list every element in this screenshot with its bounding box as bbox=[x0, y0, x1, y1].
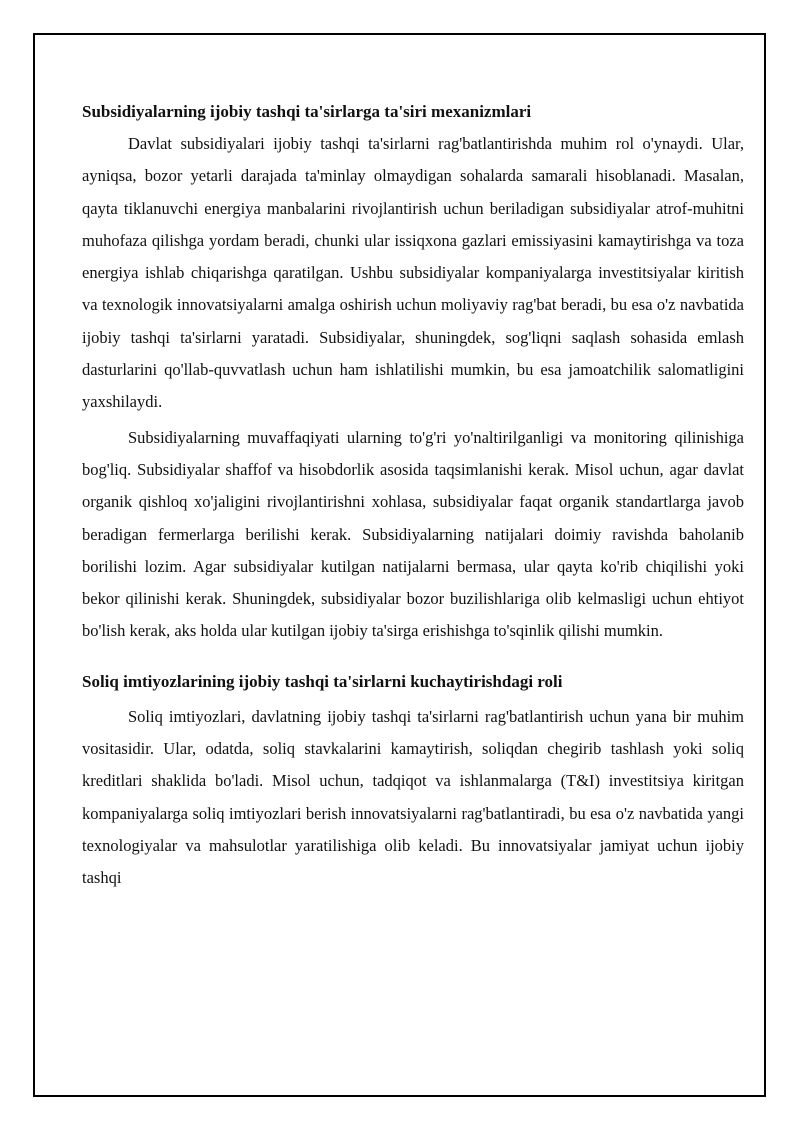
paragraph-tax-incentives: Soliq imtiyozlari, davlatning ijobiy tashqi ta'sirlarni rag'batlantirish uchun yana bir muhim vositasidir. Ular, odatda, soliq stavkalarini kamaytirish, soliqdan chegirib tashlash yoki soliq kreditlari shaklida bo'ladi. Misol uchun, tadqiqot va ishlanmalarga (T&I) investitsiya kiritgan kompaniyalarga soliq imtiyozlari berish innovatsiyalarni rag'batlantiradi, bu esa o'z navbatida yangi texnologiyalar va mahsulotlar yaratilishiga olib keladi. Bu innovatsiyalar jamiyat uchun ijobiy tashqi bbox=[82, 706, 744, 888]
paragraph-subsidies-role: Davlat subsidiyalari ijobiy tashqi ta'sirlarni rag'batlantirishda muhim rol o'ynaydi. Ular, ayniqsa, bozor yetarli darajada ta'minlay olmaydigan sohalarda samarali hisoblanadi. Masalan, qayta tiklanuvchi energiya manbalarini rivojlantirish uchun beriladigan subsidiyalar atrof-muhitni muhofaza qilishga yordam beradi, chunki ular issiqxona gazlari emissiyasini kamaytirishga va toza energiya ishlab chiqarishga qaratilgan. Ushbu subsidiyalar kompaniyalarga investitsiyalar kiritish va texnologik innovatsiyalarni amalga oshirish uchun moliyaviy rag'bat beradi, bu esa o'z navbatida ijobiy tashqi ta'sirlarni yaratadi. Subsidiyalar, shuningdek, sog'liqni saqlash sohasida emlash dasturlarini qo'llab-quvvatlash uchun ham ishlatilishi mumkin, bu esa jamoatchilik salomatligini yaxshilaydi. bbox=[82, 134, 744, 412]
section-heading-tax-incentives: Soliq imtiyozlarining ijobiy tashqi ta'sirlarni kuchaytirishdagi roli bbox=[82, 671, 563, 691]
paragraph-subsidies-success: Subsidiyalarning muvaffaqiyati ularning to'g'ri yo'naltirilganligi va monitoring qilinishiga bog'liq. Subsidiyalar shaffof va hisobdorlik asosida taqsimlanishi kerak. Misol uchun, agar davlat organik qishloq xo'jaligini rivojlantirishni xohlasa, subsidiyalar faqat organik standartlarga javob beradigan fermerlarga berilishi kerak. Subsidiyalarning natijalari doimiy ravishda baholanib borilishi lozim. Agar subsidiyalar kutilgan natijalarni bermasa, ular qayta ko'rib chiqilishi yoki bekor qilinishi kerak. Shuningdek, subsidiyalar bozor buzilishlariga olib kelmasligi uchun ehtiyot bo'lish kerak, aks holda ular kutilgan ijobiy ta'sirga erishishga to'sqinlik qilishi mumkin. bbox=[82, 427, 744, 641]
document-body bbox=[82, 96, 744, 1078]
section-heading-subsidies: Subsidiyalarning ijobiy tashqi ta'sirlarga ta'siri mexanizmlari bbox=[82, 102, 532, 121]
